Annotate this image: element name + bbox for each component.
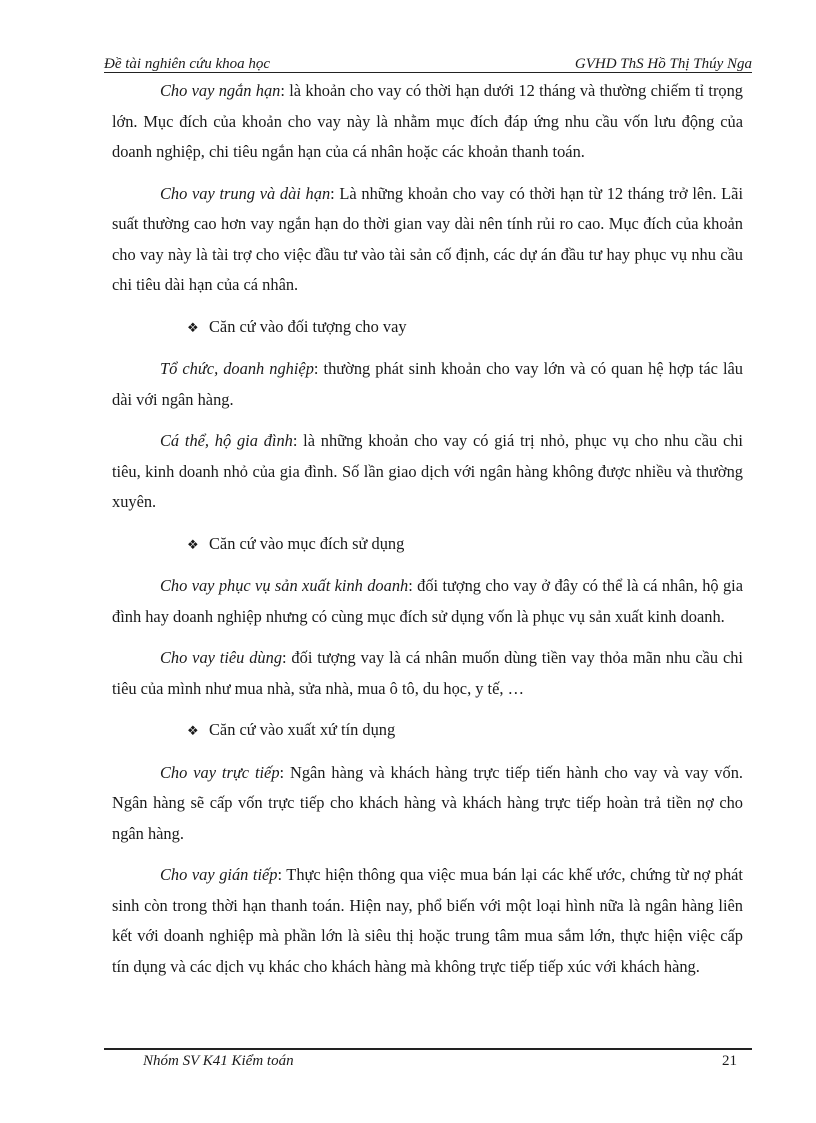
paragraph-direct-loan [112, 758, 743, 850]
paragraph-text: : là những khoản cho vay có giá trị nhỏ, phục vụ cho nhu cầu chi tiêu, kinh doanh nhỏ của gia đình. Số lần giao dịch với ngân hàng không được nhiều và thường xuyên. [112, 431, 743, 511]
paragraph-term: Cho vay trung và dài hạn [160, 183, 331, 203]
paragraph-term: Tổ chức, doanh nghiệp [160, 359, 314, 378]
page-number: 21 [722, 1053, 737, 1069]
bullet-heading-text: Căn cứ vào mục đích sử dụng [209, 533, 405, 553]
diamond-bullet-icon: ❖ [187, 723, 199, 738]
paragraph-text: : thường phát sinh khoản cho vay lớn và có quan hệ hợp tác lâu dài với ngân hàng. [112, 359, 743, 409]
paragraph-text: : Thực hiện thông qua việc mua bán lại các khế ước, chứng từ nợ phát sinh còn trong thời hạn thanh toán. Hiện nay, phổ biến với một loại hình nữa là ngân hàng liên kết với doanh nghiệp mà phần lớn là siêu thị hoặc trung tâm mua sắm lớn, thực hiện việc cấp tín dụng và các dịch vụ khác cho khách hàng mà không trực tiếp tiếp xúc với khách hàng. [112, 865, 743, 976]
document-body [112, 76, 743, 993]
paragraph-short-term-loan [112, 76, 743, 168]
paragraph-text: : đối tượng cho vay ở đây có thể là cá nhân, hộ gia đình hay doanh nghiệp nhưng có cùng mục đích sử dụng vốn là phục vụ sản xuất kinh doanh. [112, 576, 743, 626]
paragraph-text: : Ngân hàng và khách hàng trực tiếp tiến hành cho vay và vay vốn. Ngân hàng sẽ cấp vốn trực tiếp cho khách hàng và khách hàng trực tiếp hoàn trả tiền nợ cho ngân hàng. [112, 762, 743, 843]
page-header [104, 49, 752, 73]
paragraph-term: Cho vay gián tiếp [160, 865, 278, 884]
paragraph-term: Cho vay phục vụ sản xuất kinh doanh [160, 576, 409, 595]
paragraph-text: : là khoản cho vay có thời hạn dưới 12 tháng và thường chiếm tỉ trọng lớn. Mục đích của khoản cho vay này là nhằm mục đích đáp ứng nhu cầu vốn lưu động của doanh nghiệp, chi tiêu ngắn hạn của cá nhân hoặc các khoản thanh toán. [112, 81, 743, 161]
header-divider [104, 72, 752, 73]
paragraph-term: Cá thể, hộ gia đình [160, 431, 293, 450]
paragraph-term: Cho vay ngắn hạn [160, 81, 281, 100]
diamond-bullet-icon: ❖ [187, 536, 199, 552]
paragraph-organization [112, 354, 743, 415]
paragraph-text: : đối tượng vay là cá nhân muốn dùng tiền vay thỏa mãn nhu cầu chi tiêu của mình như mua nhà, sửa nhà, mua ô tô, du học, y tế, … [112, 648, 743, 698]
page-footer [143, 1053, 737, 1075]
paragraph-long-term-loan [112, 179, 743, 301]
paragraph-business-loan [112, 571, 743, 632]
paragraph-indirect-loan [112, 860, 743, 982]
bullet-heading [112, 312, 743, 344]
paragraph-text: : Là những khoản cho vay có thời hạn từ 12 tháng trở lên. Lãi suất thường cao hơn vay ngắn hạn do thời gian vay dài nên tính rủi ro cao. Mục đích của khoản cho vay này là tài trợ cho việc đầu tư vào tài sản cố định, các dự án đầu tư hay phục vụ nhu cầu chi tiêu dài hạn của cá nhân. [112, 183, 743, 294]
paragraph-household [112, 426, 743, 518]
bullet-heading [112, 715, 743, 747]
diamond-bullet-icon: ❖ [187, 319, 199, 335]
paragraph-term: Cho vay tiêu dùng [160, 648, 283, 667]
bullet-heading [112, 529, 743, 561]
bullet-heading-text: Căn cứ vào xuất xứ tín dụng [209, 720, 396, 739]
bullet-heading-text: Căn cứ vào đối tượng cho vay [209, 316, 407, 336]
footer-divider [104, 1048, 752, 1050]
header-advisor: GVHD ThS Hồ Thị Thúy Nga [574, 56, 752, 72]
footer-group-name: Nhóm SV K41 Kiểm toán [143, 1053, 294, 1069]
paragraph-consumer-loan [112, 643, 743, 704]
header-title: Đề tài nghiên cứu khoa học [104, 56, 271, 72]
paragraph-term: Cho vay trực tiếp [160, 762, 280, 782]
